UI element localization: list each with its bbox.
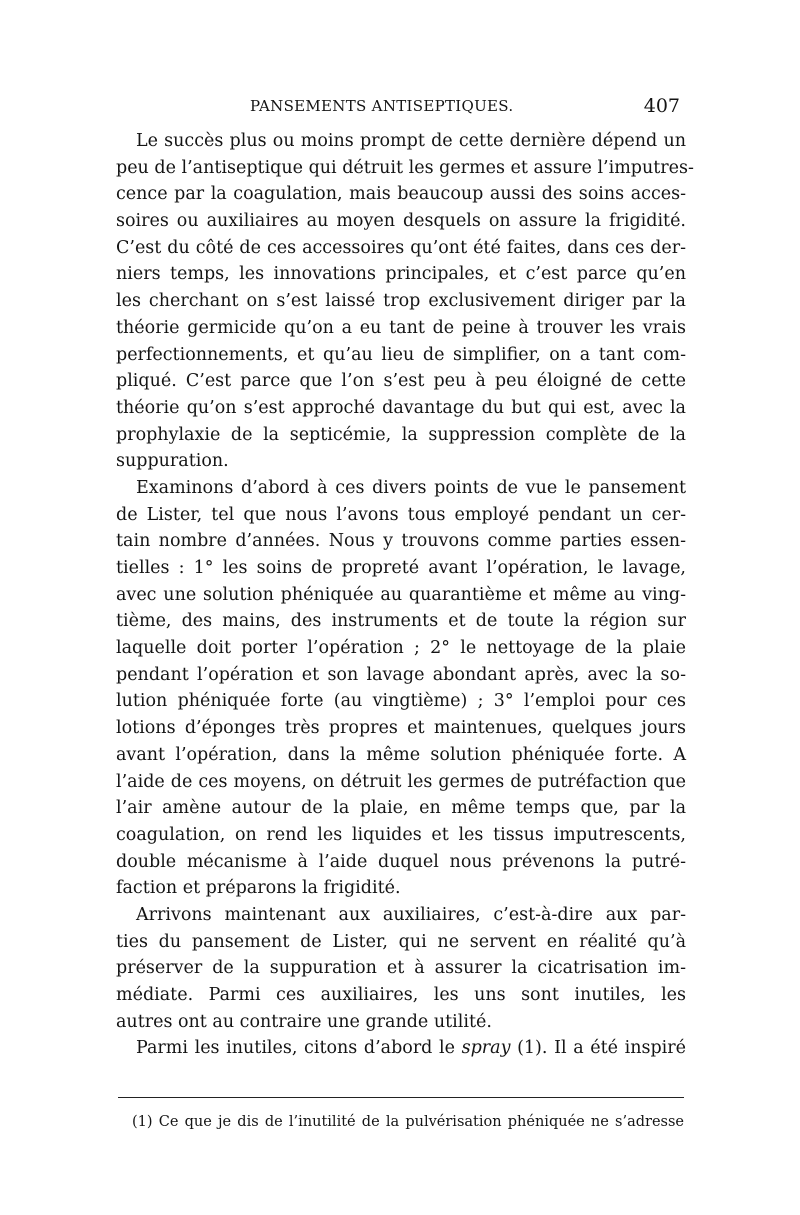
- text-line: ties du pansement de Lister, qui ne servent en réalité qu’à: [116, 931, 686, 952]
- text-line: théorie germicide qu’on a eu tant de peine à trouver les vrais: [116, 317, 686, 338]
- text-line: les cherchant on s’est laissé trop exclusivement diriger par la: [116, 291, 686, 312]
- text-fragment: (1). Il a été inspiré: [510, 1038, 686, 1059]
- text-line: laquelle doit porter l’opération ; 2° le nettoyage de la plaie: [116, 638, 686, 659]
- text-line: niers temps, les innovations principales, et c’est parce qu’en: [116, 264, 686, 285]
- text-line: lution phéniquée forte (au vingtième) ; 3° l’emploi pour ces: [116, 691, 686, 712]
- text-line: l’air amène autour de la plaie, en même temps que, par la: [116, 798, 686, 819]
- text-line: pendant l’opération et son lavage abondant après, avec la so-: [116, 664, 686, 685]
- text-line: faction et préparons la frigidité.: [116, 878, 401, 899]
- italic-word-spray: spray: [461, 1038, 511, 1059]
- running-head: [100, 93, 700, 119]
- text-line: Arrivons maintenant aux auxiliaires, c’est-à-dire aux par-: [136, 904, 686, 925]
- page-number: 407: [643, 95, 680, 117]
- text-line: double mécanisme à l’aide duquel nous prévenons la putré-: [116, 851, 686, 872]
- text-fragment: Parmi les inutiles, citons d’abord le: [136, 1038, 462, 1059]
- text-line: perfectionnements, et qu’au lieu de simplifier, on a tant com-: [116, 344, 686, 365]
- text-line: médiate. Parmi ces auxiliaires, les uns sont inutiles, les: [116, 985, 686, 1005]
- text-line: préserver de la suppuration et à assurer la cicatrisation im-: [116, 958, 686, 979]
- text-line: avec une solution phéniquée au quarantième et même au ving-: [116, 584, 686, 605]
- text-line: tième, des mains, des instruments et de toute la région sur: [116, 611, 686, 632]
- text-line: peu de l’antiseptique qui détruit les germes et assure l’imputres-: [116, 157, 694, 178]
- text-line: soires ou auxiliaires au moyen desquels on assure la frigidité.: [116, 211, 686, 232]
- text-line: avant l’opération, dans la même solution phéniquée forte. A: [116, 744, 686, 765]
- text-line: cence par la coagulation, mais beaucoup aussi des soins acces-: [116, 184, 686, 205]
- text-line: l’aide de ces moyens, on détruit les germes de putréfaction que: [116, 771, 686, 792]
- running-title: PANSEMENTS ANTISEPTIQUES.: [250, 97, 514, 115]
- footnote: (1) Ce que je dis de l’inutilité de la pulvérisation phéniquée ne s’adresse: [132, 1114, 684, 1130]
- text-line: Examinons d’abord à ces divers points de vue le pansement: [136, 477, 686, 498]
- text-line: pliqué. C’est parce que l’on s’est peu à peu éloigné de cette: [116, 371, 686, 392]
- text-line-final: [116, 1035, 686, 1062]
- text-line: lotions d’éponges très propres et maintenues, quelques jours: [116, 718, 686, 739]
- body-text: [116, 128, 694, 1062]
- text-line: tain nombre d’années. Nous y trouvons comme parties essen-: [116, 531, 686, 552]
- text-line: C’est du côté de ces accessoires qu’ont été faites, dans ces der-: [116, 237, 686, 258]
- text-line: de Lister, tel que nous l’avons tous employé pendant un cer-: [116, 504, 686, 525]
- text-line: suppuration.: [116, 451, 229, 472]
- text-line: prophylaxie de la septicémie, la suppression complète de la: [116, 424, 686, 445]
- text-line: tielles : 1° les soins de propreté avant l’opération, le lavage,: [116, 558, 686, 578]
- text-line: Le succès plus ou moins prompt de cette dernière dépend un: [136, 131, 686, 151]
- text-line: autres ont au contraire une grande utilité.: [116, 1011, 492, 1032]
- text-line: coagulation, on rend les liquides et les tissus imputrescents,: [116, 824, 686, 845]
- text-line: théorie qu’on s’est approché davantage du but qui est, avec la: [116, 397, 686, 418]
- footnote-rule: [118, 1097, 684, 1098]
